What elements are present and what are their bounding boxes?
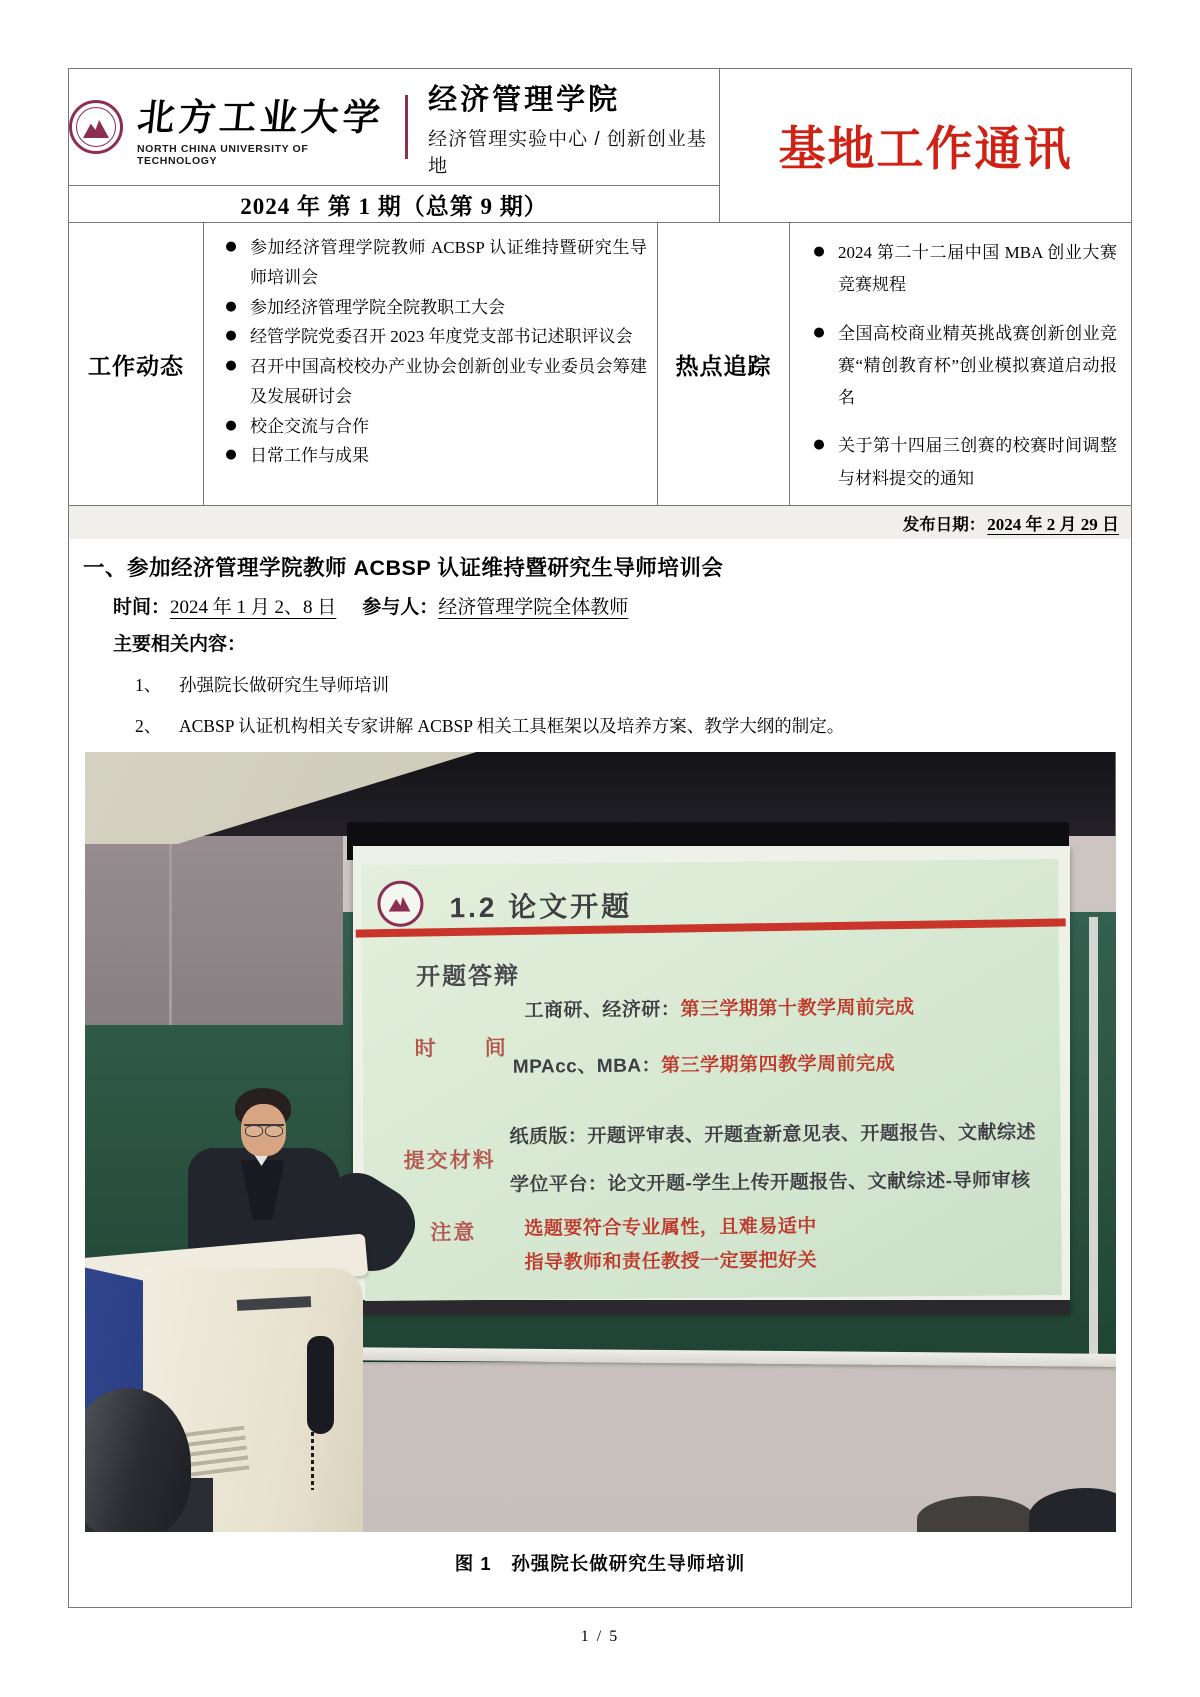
slide-materials-row2: 学位平台：论文开题-学生上传开题报告、文献综述-导师审核 [509,1170,1031,1196]
slide-seal-logo [377,881,423,927]
audience-head-right [1029,1488,1116,1532]
item-number: 1、 [135,675,162,695]
time-label: 时间： [113,597,171,618]
slide-heading: 开题答辩 [415,962,520,991]
college-name: 经济管理学院 [428,83,621,116]
document-body [69,539,1131,1576]
toc-table [69,223,1131,506]
slide-title: 1.2 论文开题 [448,890,632,924]
university-name-en: NORTH CHINA UNIVERSITY OF TECHNOLOGY [137,143,309,167]
slide-note-line2: 指导教师和责任教授一定要把好关 [523,1250,817,1274]
section-meta [113,592,1117,619]
screen-bottom-bar [353,1300,1070,1315]
masthead [69,69,1131,223]
issue-line: 2024 年 第 1 期（总第 9 期） [69,186,719,223]
seal-ring [76,107,116,147]
toc-work-list [204,223,658,505]
list-item: ● 2024 第二十二届中国 MBA 创业大赛竞赛规程 [800,237,1117,302]
slide-time-row1: 工商研、经济研：第三学期第十教学周前完成 [523,997,914,1022]
list-item: ● 参加经济管理学院教师 ACBSP 认证维持暨研究生导师培训会 [212,233,647,293]
presenter-glasses [244,1124,284,1135]
list-item: ● 经管学院党委召开 2023 年度党支部书记述职评议会 [212,322,647,352]
page-number: 1 / 5 [580,1628,620,1645]
university-seal-logo [69,100,123,154]
slide-note-label: 注意 [429,1221,476,1245]
page-frame [68,68,1132,1608]
time-value: 2024 年 1 月 2、8 日 [170,597,337,618]
university-names [137,87,385,167]
podium-phone-handset [307,1336,334,1434]
projected-slide [361,859,1062,1301]
participants-value: 经济管理学院全体教师 [438,597,629,618]
list-item [135,713,1117,738]
publish-date-value: 2024 年 2 月 29 日 [987,515,1119,534]
content-label: 主要相关内容： [113,634,247,655]
list-item: ● 参加经济管理学院全院教职工大会 [212,293,647,323]
list-item: ● 召开中国高校校办产业协会创新创业专业委员会筹建及发展研讨会 [212,352,647,412]
masthead-logo-cell [69,69,719,186]
masthead-divider [405,95,408,159]
slide-materials-label: 提交材料 [403,1148,496,1173]
publish-date-bar [69,506,1131,539]
slide-note-line1: 选题要符合专业属性，且难易适中 [523,1216,817,1240]
item-text: ACBSP 认证机构相关专家讲解 ACBSP 相关工具框架以及培养方案、教学大纲的制定。 [179,716,845,736]
wall-seam [169,830,172,1025]
list-item: ● 校企交流与合作 [212,412,647,442]
university-name-cn: 北方工业大学 [135,95,387,139]
wall-upper-left [85,830,343,1025]
list-item: ● 全国高校商业精英挑战赛创新创业竞赛“精创教育杯”创业模拟赛道启动报名 [800,318,1117,415]
section-heading: 一、参加经济管理学院教师 ACBSP 认证维持暨研究生导师培训会 [83,556,724,580]
slide-time-row2: MPAcc、MBA：第三学期第四教学周前完成 [512,1053,895,1078]
list-item: ● 日常工作与成果 [212,441,647,471]
newsletter-title: 基地工作通讯 [719,69,1131,223]
college-block [428,77,719,178]
slide-time-label: 时 间 [414,1036,508,1061]
board-frame-right [1089,917,1098,1362]
slide-materials-row1: 纸质版：开题评审表、开题查新意见表、开题报告、文献综述 [508,1122,1036,1148]
toc-hot-label: 热点追踪 [658,223,790,505]
item-text: 孙强院长做研究生导师培训 [179,675,389,695]
list-item [135,672,1117,697]
toc-work-label: 工作动态 [69,223,204,505]
toc-hot-list [790,223,1131,505]
publish-date-label: 发布日期： [902,515,986,534]
item-number: 2、 [135,716,162,736]
list-item: ● 关于第十四届三创赛的校赛时间调整与材料提交的通知 [800,430,1117,495]
training-photo [85,752,1116,1532]
figure-caption: 图 1 孙强院长做研究生导师培训 [454,1553,746,1574]
participants-label: 参与人： [362,597,439,618]
college-subunit: 经济管理实验中心 / 创新创业基地 [428,128,707,177]
audience-head-middle [917,1496,1035,1532]
